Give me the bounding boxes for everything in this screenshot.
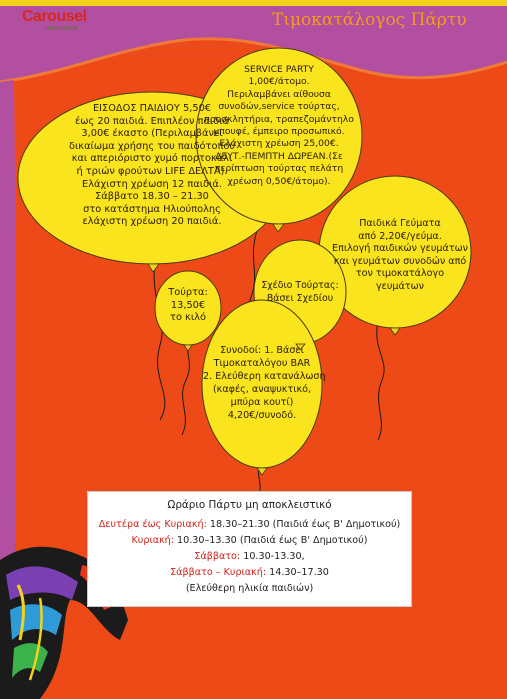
schedule-row: Σάββατο: 10.30-13.30, (194, 551, 305, 562)
balloon-entrance-text: ΕΙΣΟΔΟΣ ΠΑΙΔΙΟΥ 5,50€ έως 20 παιδιά. Επιπλέον παιδιά 3,00€ έκαστο (Περιλαμβάνει δικαίωμα χρήσης του παιδότοπου και απεριόριστο χυμό πορτοκάλι ή τριών φρούτων LIFE ΔΕΛΤΑ). Ελάχιστη χρέωση 12 παιδιά. Σάββατο 18.30 – 21.30 στο κατάστημα Ηλιούπολης ελάχιστη χρέωση 20 παιδιά. (68, 103, 236, 228)
schedule-row: Δευτέρα έως Κυριακή: 18.30–21.30 (Παιδιά έως Β' Δημοτικού) (98, 519, 401, 530)
balloon-service-party-text: SERVICE PARTY 1,00€/άτομο. Περιλαμβάνει αίθουσα συνοδών,service τούρτας, προσκλητήρια, τραπεζομάντηλο μπουφέ, έμπειρο προσωπικό. Ελάχιστη χρέωση 25,00€. ΔΕΥΤ.-ΠΕΜΠΤΗ ΔΩΡΕΑΝ.(Σε περίπτωση τούρτας πελάτη χρέωση 0,50€/άτομο). (204, 64, 354, 187)
balloon-companions-text: Συνοδοί: 1. Βάσει Τιμοκαταλόγου BAR 2. Ελεύθερη κατανάλωση (καφές, αναψυκτικό, μπύρα κουτί) 4,20€/συνοδό. (203, 345, 326, 421)
party-schedule-box (87, 491, 412, 607)
logo-subtext: ΠΑΙΔΟΤΟΠΟΣ (45, 26, 78, 32)
schedule-row: (Ελεύθερη ηλικία παιδιών) (185, 583, 314, 594)
carousel-logo: Carousel (22, 8, 87, 25)
page-title: Τιμοκατάλογος Πάρτυ (272, 10, 467, 30)
schedule-heading: Ωράριο Πάρτυ μη αποκλειστικό (167, 499, 332, 511)
schedule-row: Σάββατο – Κυριακή: 14.30–17.30 (170, 567, 329, 578)
balloon-kids-meals-text: Παιδικά Γεύματα από 2,20€/γεύμα. Επιλογή παιδικών γευμάτων και γευμάτων συνοδών από τον τιμοκατάλογο γευμάτων (331, 218, 468, 292)
balloon-cake-price-text: Τούρτα: 13,50€ το κιλό (168, 287, 208, 324)
schedule-row: Κυριακή: 10.30–13.30 (Παιδιά έως Β' Δημοτικού) (131, 535, 368, 546)
balloon-cake-design-text: Σχέδιο Τούρτας: Βάσει Σχεδίου (261, 280, 339, 304)
